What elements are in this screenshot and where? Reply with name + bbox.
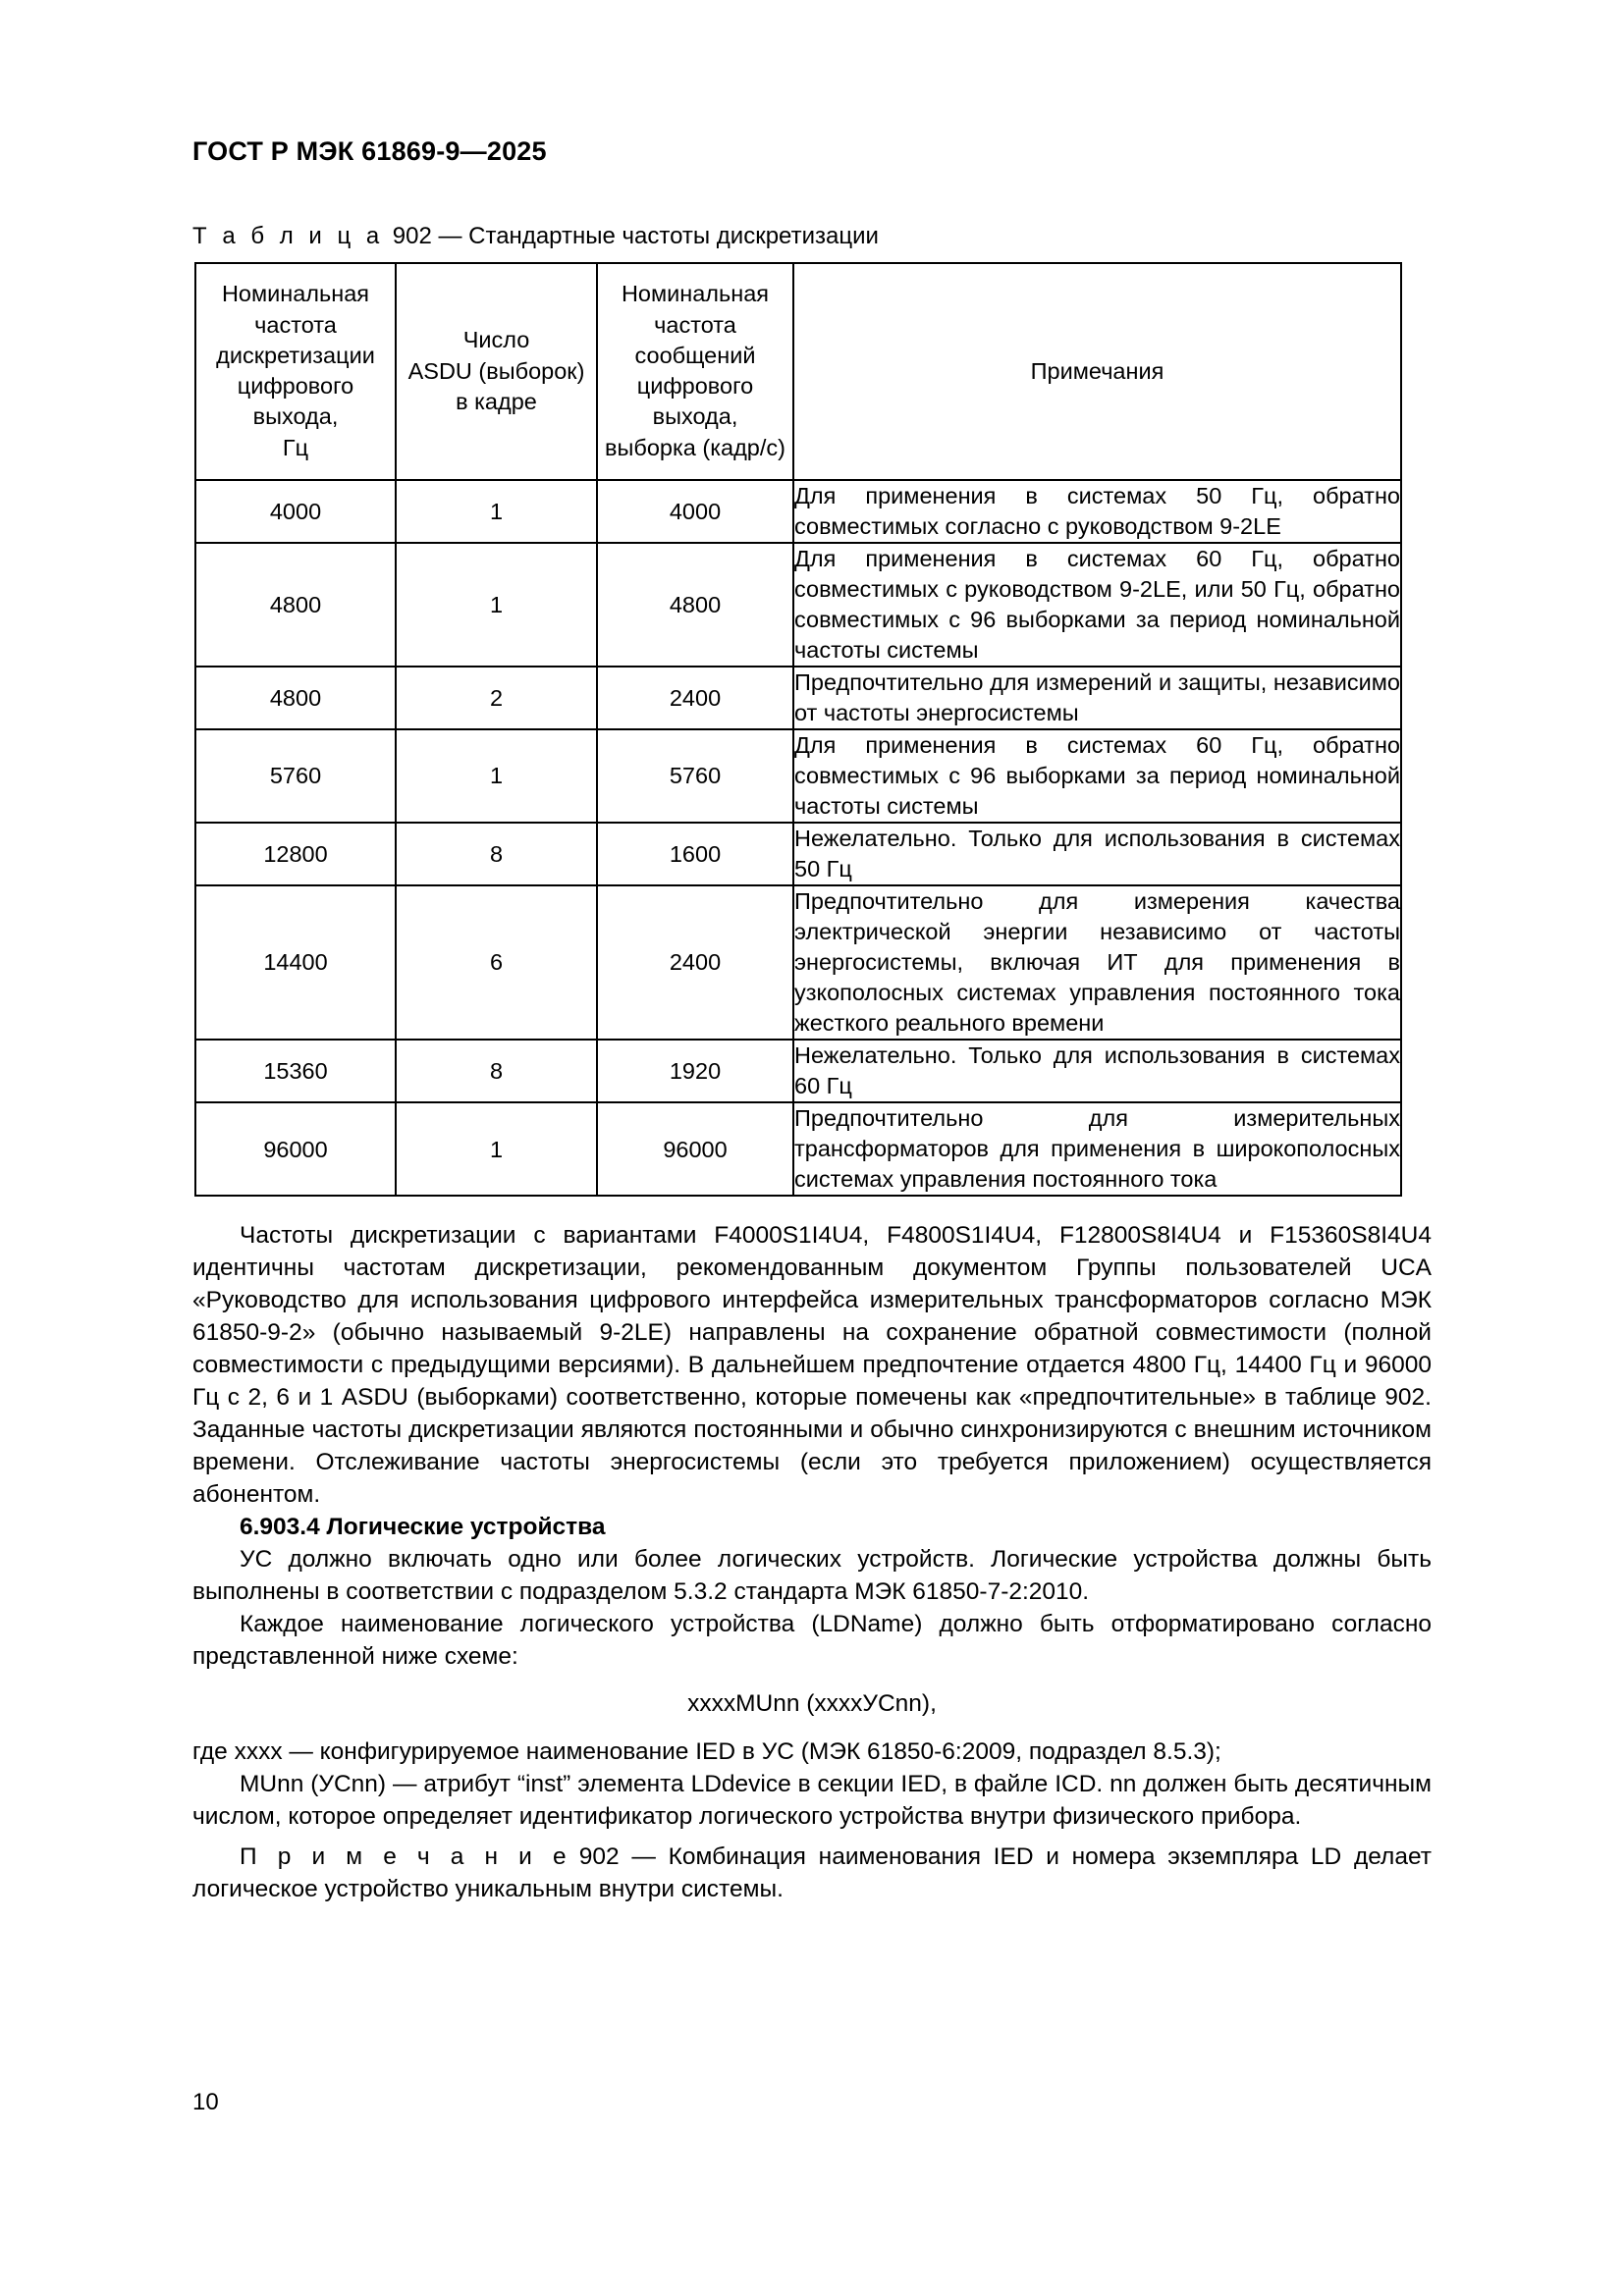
- section-heading-logical-devices: 6.903.4 Логические устройства: [240, 1513, 606, 1540]
- header-line: Гц: [282, 434, 309, 460]
- paragraph-munn-definition: MUnn (УСnn) — атрибут “inst” элемента LDdevice в секции IED, в файле ICD. nn должен быть десятичным числом, которое определяет идентификатор логического устройства внутри физического прибора.: [192, 1771, 1432, 1831]
- table-row: [195, 729, 1401, 823]
- table-caption-title: Стандартные частоты дискретизации: [468, 222, 879, 249]
- cell-asdu-count: 1: [396, 729, 597, 823]
- body-text: [192, 1220, 1432, 1906]
- cell-sampling-rate: 4800: [195, 543, 396, 667]
- column-header-message-rate: [597, 263, 793, 480]
- cell-message-rate: 2400: [597, 667, 793, 729]
- header-line: цифрового выхода,: [636, 373, 754, 430]
- cell-asdu-count: 8: [396, 1040, 597, 1102]
- cell-sampling-rate: 12800: [195, 823, 396, 885]
- table-row: [195, 480, 1401, 543]
- cell-sampling-rate: 4000: [195, 480, 396, 543]
- table-body: [195, 480, 1401, 1196]
- table-row: [195, 885, 1401, 1040]
- table-caption-label: Т а б л и ц а: [192, 222, 384, 249]
- cell-message-rate: 96000: [597, 1102, 793, 1196]
- paragraph-logical-devices: УС должно включать одно или более логических устройств. Логические устройства должны быть выполнены в соответствии с подразделом 5.3.2 стандарта МЭК 61850-7-2:2010.: [192, 1545, 1432, 1605]
- header-line: цифрового выхода,: [237, 373, 354, 430]
- table-header: [195, 263, 1401, 480]
- cell-note: Для применения в системах 50 Гц, обратно совместимых согласно с руководством 9-2LE: [793, 480, 1401, 543]
- header-line: частота: [254, 311, 337, 338]
- header-line: дискретизации: [216, 342, 375, 368]
- header-line: Номинальная: [221, 281, 370, 307]
- table-row: [195, 1040, 1401, 1102]
- cell-message-rate: 4000: [597, 480, 793, 543]
- table-caption-number: 902: [392, 222, 432, 249]
- note-number: 902: [578, 1843, 620, 1871]
- cell-asdu-count: 1: [396, 543, 597, 667]
- cell-message-rate: 2400: [597, 885, 793, 1040]
- cell-message-rate: 1600: [597, 823, 793, 885]
- cell-asdu-count: 2: [396, 667, 597, 729]
- cell-message-rate: 5760: [597, 729, 793, 823]
- table-row: [195, 543, 1401, 667]
- cell-sampling-rate: 4800: [195, 667, 396, 729]
- page-content: [192, 0, 1432, 1906]
- sampling-rates-table: [194, 262, 1402, 1197]
- table-caption-dash: —: [438, 222, 462, 249]
- cell-note: Предпочтительно для измерения качества электрической энергии независимо от частоты энергосистемы, включая ИТ для применения в узкополосных системах управления постоянного тока жесткого реального времени: [793, 885, 1401, 1040]
- cell-asdu-count: 1: [396, 480, 597, 543]
- header-line: частота сообщений: [634, 311, 756, 368]
- cell-note: Для применения в системах 60 Гц, обратно совместимых с 96 выборками за период номинальной частоты системы: [793, 729, 1401, 823]
- cell-message-rate: 1920: [597, 1040, 793, 1102]
- page-folio: 10: [192, 2089, 219, 2115]
- cell-asdu-count: 1: [396, 1102, 597, 1196]
- cell-asdu-count: 6: [396, 885, 597, 1040]
- cell-sampling-rate: 14400: [195, 885, 396, 1040]
- paragraph-xxxx-definition: где хххх — конфигурируемое наименование IED в УС (МЭК 61850-6:2009, подраздел 8.5.3);: [192, 1738, 1221, 1766]
- header-line: Номинальная: [621, 281, 770, 307]
- note-label: П р и м е ч а н и е: [240, 1843, 570, 1871]
- header-line: в кадре: [456, 388, 537, 414]
- running-header: ГОСТ Р МЭК 61869-9—2025: [192, 136, 547, 166]
- note-902: [192, 1842, 1432, 1906]
- cell-sampling-rate: 5760: [195, 729, 396, 823]
- header-line: ASDU (выборок): [407, 357, 585, 384]
- table-caption: [192, 223, 1432, 251]
- cell-note: Предпочтительно для измерений и защиты, независимо от частоты энергосистемы: [793, 667, 1401, 729]
- paragraph-sampling-rates: Частоты дискретизации с вариантами F4000S1I4U4, F4800S1I4U4, F12800S8I4U4 и F15360S8I4U4 идентичны частотам дискретизации, рекомендованным документом Группы пользователей UCA «Руководство для использования цифрового интерфейса измерительных трансформаторов согласно МЭК 61850-9-2» (обычно называемый 9-2LE) направлены на сохранение обратной совместимости (полной совместимости с предыдущими версиями). В дальнейшем предпочтение отдается 4800 Гц, 14400 Гц и 96000 Гц с 2, 6 и 1 ASDU (выборками) соответственно, которые помечены как «предпочтительные» в таблице 902. Заданные частоты дискретизации являются постоянными и обычно синхронизируются с внешним источником времени. Отслеживание частоты энергосистемы (если это требуется приложением) осуществляется абонентом.: [192, 1222, 1432, 1508]
- cell-sampling-rate: 96000: [195, 1102, 396, 1196]
- table-row: [195, 823, 1401, 885]
- note-text: Комбинация наименования IED и номера экземпляра LD делает логическое устройство уникальным внутри системы.: [192, 1843, 1433, 1903]
- header-line: выборка (кадр/с): [605, 434, 785, 460]
- paragraph-ldname-format: Каждое наименование логического устройства (LDName) должно быть отформатировано согласно представленной ниже схеме:: [192, 1610, 1432, 1670]
- table-row: [195, 1102, 1401, 1196]
- cell-note: Предпочтительно для измерительных трансформаторов для применения в широкополосных системах управления постоянного тока: [793, 1102, 1401, 1196]
- cell-note: Для применения в системах 60 Гц, обратно совместимых с руководством 9-2LE, или 50 Гц, обратно совместимых с 96 выборками за период номинальной частоты системы: [793, 543, 1401, 667]
- table-row: [195, 667, 1401, 729]
- cell-note: Нежелательно. Только для использования в системах 50 Гц: [793, 823, 1401, 885]
- cell-message-rate: 4800: [597, 543, 793, 667]
- header-line: Число: [462, 327, 530, 353]
- column-header-notes: Примечания: [793, 263, 1401, 480]
- note-dash: —: [631, 1843, 656, 1871]
- column-header-sampling-rate: [195, 263, 396, 480]
- column-header-asdu-count: [396, 263, 597, 480]
- cell-sampling-rate: 15360: [195, 1040, 396, 1102]
- cell-note: Нежелательно. Только для использования в системах 60 Гц: [793, 1040, 1401, 1102]
- cell-asdu-count: 8: [396, 823, 597, 885]
- table-header-row: [195, 263, 1401, 480]
- formula-ldname: xxxxMUnn (xxxxУСnn),: [687, 1690, 937, 1718]
